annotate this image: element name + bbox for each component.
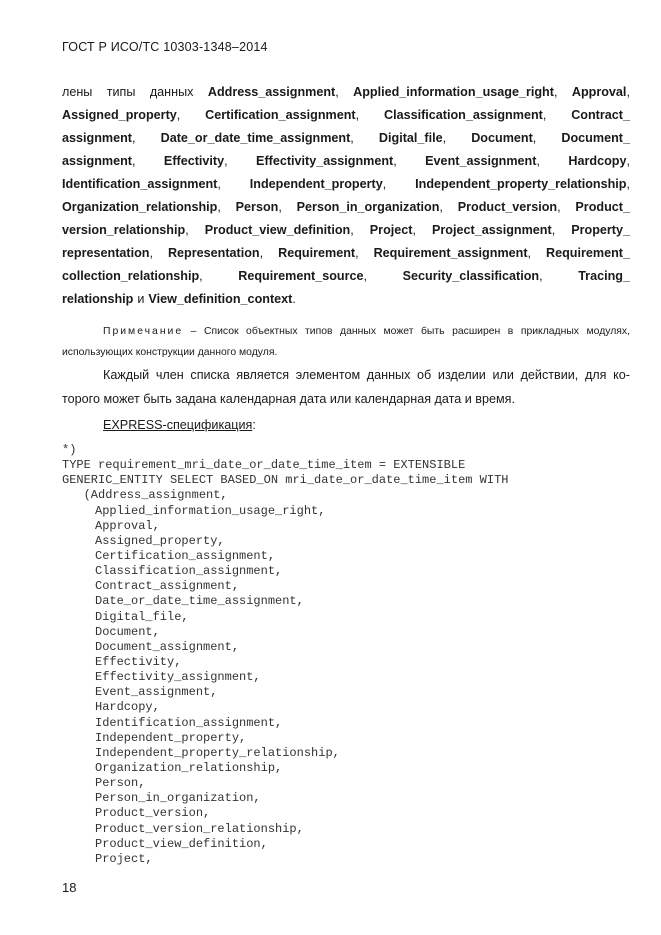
entity-type-name: Document_ (561, 131, 630, 145)
code-item: Assigned_property, (95, 533, 225, 548)
code-line-first-item: (Address_assignment, (62, 488, 228, 503)
entity-type-name: Document, (471, 131, 537, 145)
entity-type-name: Requirement, (278, 246, 359, 260)
entity-type-name: Effectivity_assignment, (256, 154, 397, 168)
entity-type-name: Identification_assignment, (62, 177, 221, 191)
page-number: 18 (62, 880, 77, 895)
entity-type-name: Product_view_definition, (204, 223, 354, 237)
express-code-block (62, 443, 509, 866)
paragraph-line (62, 242, 630, 265)
code-item: Effectivity, (95, 654, 182, 669)
paragraph-line (62, 265, 630, 288)
entity-type-name: Security_classification, (402, 269, 543, 283)
code-item: Applied_information_usage_right, (95, 503, 326, 518)
note-text-line2: использующих конструкции данного модуля. (62, 347, 278, 358)
entity-type-name: Organization_relationship, (62, 200, 221, 214)
entity-type-name: Tracing_ (578, 269, 630, 283)
entity-type-name: Property_ (571, 223, 630, 237)
entity-type-name: Requirement_source, (238, 269, 368, 283)
description-line2: торого может быть задана календарная дата или календарная дата и время. (62, 392, 515, 406)
code-item: Product_view_definition, (95, 836, 268, 851)
code-item: Product_version, (95, 806, 211, 821)
entity-type-name: Project, (369, 223, 416, 237)
type-list-paragraph (62, 81, 630, 311)
entity-type-name: Event_assignment, (425, 154, 540, 168)
entity-type-name: Representation, (167, 246, 264, 260)
note-text-line1: – Список объектных типов данных может быть расширен в прикладных модулях, (190, 326, 631, 337)
entity-type-name: Requirement_ (546, 246, 630, 260)
entity-type-name: Applied_information_usage_right, (353, 85, 558, 99)
entity-type-name: Person_in_organization, (296, 200, 443, 214)
entity-type-name: representation, (62, 246, 153, 260)
paragraph-line (62, 288, 630, 311)
code-line-type: TYPE requirement_mri_date_or_date_time_item = EXTENSIBLE (62, 458, 466, 473)
code-item: Project, (95, 851, 153, 866)
entity-type-name: Date_or_date_time_assignment, (160, 131, 354, 145)
code-item: Certification_assignment, (95, 548, 276, 563)
entity-type-name: relationship (62, 292, 134, 306)
code-item: Person_in_organization, (95, 791, 261, 806)
entity-type-name: Project_assignment, (432, 223, 556, 237)
code-item: Person, (95, 776, 146, 791)
description-line1: Каждый член списка является элементом данных об изделии или действии, для ко- (103, 368, 630, 382)
paragraph-line (62, 196, 630, 219)
entity-type-name: Product_version, (457, 200, 561, 214)
document-header: ГОСТ Р ИСО/ТС 10303-1348–2014 (62, 40, 268, 54)
entity-type-name: Requirement_assignment, (373, 246, 532, 260)
entity-type-name: assignment, (62, 131, 136, 145)
paragraph-word: лены (62, 85, 93, 99)
entity-type-name: Person, (235, 200, 282, 214)
code-item: Approval, (95, 518, 160, 533)
code-item: Organization_relationship, (95, 760, 283, 775)
code-item: Classification_assignment, (95, 564, 283, 579)
code-item: Event_assignment, (95, 685, 218, 700)
entity-type-name: View_definition_context. (148, 292, 296, 306)
code-line-select: GENERIC_ENTITY SELECT BASED_ON mri_date_or_date_time_item WITH (62, 473, 509, 488)
entity-type-name: Product_ (575, 200, 630, 214)
entity-type-name: Independent_property, (249, 177, 387, 191)
entity-type-name: Effectivity, (163, 154, 228, 168)
entity-type-name: collection_relationship, (62, 269, 203, 283)
express-colon: : (252, 418, 256, 432)
express-heading (103, 418, 256, 432)
code-item: Identification_assignment, (95, 715, 283, 730)
code-item: Document, (95, 624, 160, 639)
paragraph-line (62, 81, 630, 104)
entity-type-name: Digital_file, (378, 131, 447, 145)
entity-type-name: Certification_assignment, (205, 108, 360, 122)
code-item: Independent_property, (95, 730, 247, 745)
code-item: Hardcopy, (95, 700, 160, 715)
entity-type-name: Address_assignment, (207, 85, 339, 99)
paragraph-line (62, 219, 630, 242)
paragraph-word: и (137, 292, 145, 306)
description-paragraph (62, 363, 630, 411)
entity-type-name: version_relationship, (62, 223, 189, 237)
note-block (62, 321, 630, 363)
code-item: Date_or_date_time_assignment, (95, 594, 304, 609)
paragraph-word: типы (106, 85, 136, 99)
paragraph-line (62, 150, 630, 173)
entity-type-name: Independent_property_relationship, (415, 177, 630, 191)
note-label: Примечание (103, 326, 184, 337)
paragraph-line (62, 173, 630, 196)
entity-type-name: Approval, (571, 85, 630, 99)
entity-type-name: Assigned_property, (62, 108, 181, 122)
code-line-start: *) (62, 443, 77, 457)
code-item-list (62, 503, 508, 866)
entity-type-name: assignment, (62, 154, 136, 168)
code-item: Effectivity_assignment, (95, 670, 261, 685)
code-item: Contract_assignment, (95, 579, 240, 594)
code-item: Product_version_relationship, (95, 821, 304, 836)
code-item: Digital_file, (95, 609, 189, 624)
express-label: EXPRESS-спецификация (103, 418, 253, 432)
entity-type-name: Contract_ (571, 108, 630, 122)
entity-type-name: Hardcopy, (568, 154, 630, 168)
paragraph-line (62, 127, 630, 150)
code-item: Independent_property_relationship, (95, 745, 340, 760)
code-item: Document_assignment, (95, 639, 240, 654)
paragraph-word: данных (149, 85, 194, 99)
paragraph-line (62, 104, 630, 127)
entity-type-name: Classification_assignment, (383, 108, 547, 122)
